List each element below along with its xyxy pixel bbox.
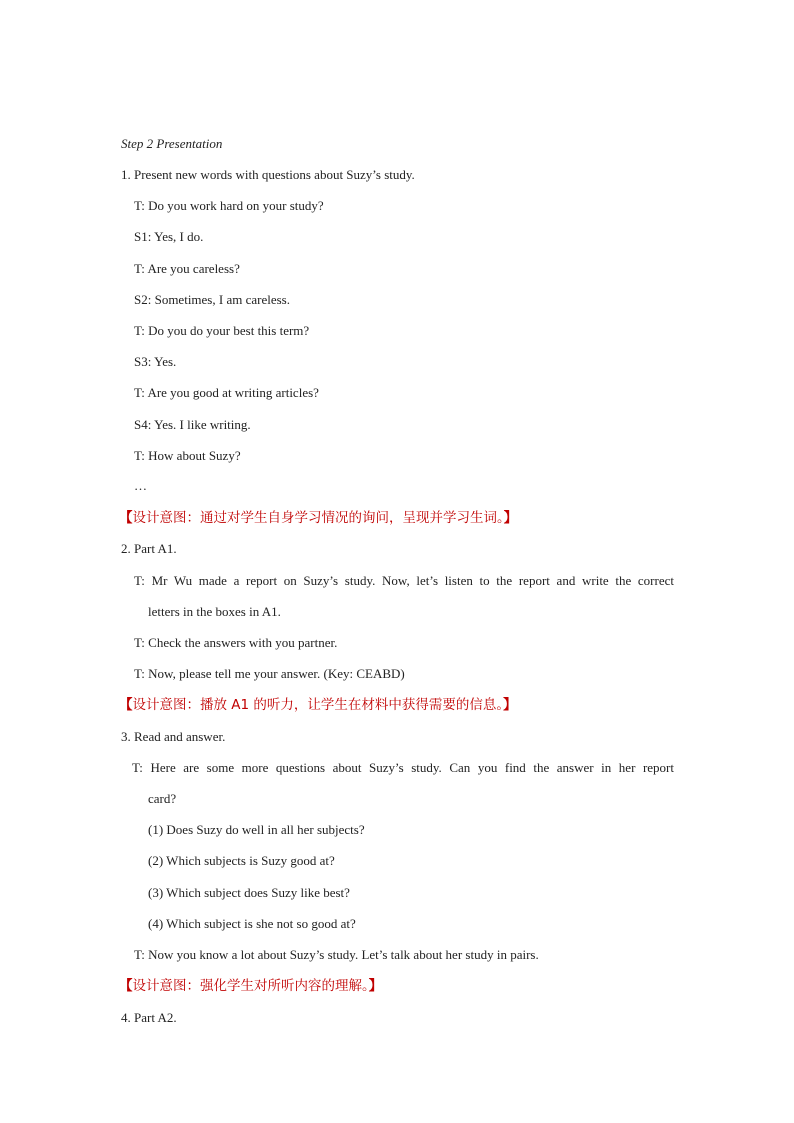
note-close-bracket: 】 (368, 978, 383, 994)
question-item: (3) Which subject does Suzy like best? (148, 885, 350, 900)
dialogue-line: T: Do you do your best this term? (134, 323, 310, 338)
step-heading: Step 2 Presentation (121, 136, 223, 151)
dialogue-line: T: Do you work hard on your study? (134, 198, 324, 213)
dialogue-line-continued: card? (148, 791, 177, 806)
dialogue-line: S4: Yes. I like writing. (134, 417, 251, 432)
item-3-title: 3. Read and answer. (121, 729, 226, 744)
dialogue-line: T: Now, please tell me your answer. (Key: CEABD) (134, 666, 405, 681)
dialogue-line: T: Check the answers with you partner. (134, 635, 338, 650)
note-open-bracket: 【 (119, 510, 133, 526)
note-text: 设计意图：强化学生对所听内容的理解。 (132, 978, 369, 994)
item-2-title: 2. Part A1. (121, 541, 177, 556)
design-intent-note (119, 510, 517, 526)
dialogue-line: T: Now you know a lot about Suzy’s study. Let’s talk about her study in pairs. (134, 947, 539, 962)
note-close-bracket: 】 (503, 697, 517, 713)
item-1-title: 1. Present new words with questions about Suzy’s study. (121, 167, 415, 182)
note-close-bracket: 】 (503, 510, 518, 526)
dialogue-line: S3: Yes. (134, 354, 177, 369)
dialogue-line-continued: letters in the boxes in A1. (148, 604, 281, 619)
dialogue-line: T: Mr Wu made a report on Suzy’s study. Now, let’s listen to the report and write the correct (134, 573, 674, 588)
design-intent-note (119, 978, 382, 994)
dialogue-line: S1: Yes, I do. (134, 229, 204, 244)
note-open-bracket: 【 (119, 978, 133, 994)
question-item: (1) Does Suzy do well in all her subjects? (148, 822, 365, 837)
item-4-title: 4. Part A2. (121, 1010, 177, 1025)
ellipsis: … (134, 478, 147, 493)
question-item: (2) Which subjects is Suzy good at? (148, 853, 335, 868)
design-intent-note (119, 697, 517, 713)
note-open-bracket: 【 (119, 697, 133, 713)
dialogue-line: T: Here are some more questions about Suzy’s study. Can you find the answer in her report (132, 760, 674, 775)
dialogue-line: S2: Sometimes, I am careless. (134, 292, 290, 307)
dialogue-line: T: Are you careless? (134, 261, 240, 276)
note-text: 设计意图：播放 A1 的听力，让学生在材料中获得需要的信息。 (132, 697, 504, 713)
dialogue-line: T: How about Suzy? (134, 448, 241, 463)
dialogue-line: T: Are you good at writing articles? (134, 385, 319, 400)
note-text: 设计意图：通过对学生自身学习情况的询问，呈现并学习生词。 (132, 510, 504, 526)
question-item: (4) Which subject is she not so good at? (148, 916, 356, 931)
